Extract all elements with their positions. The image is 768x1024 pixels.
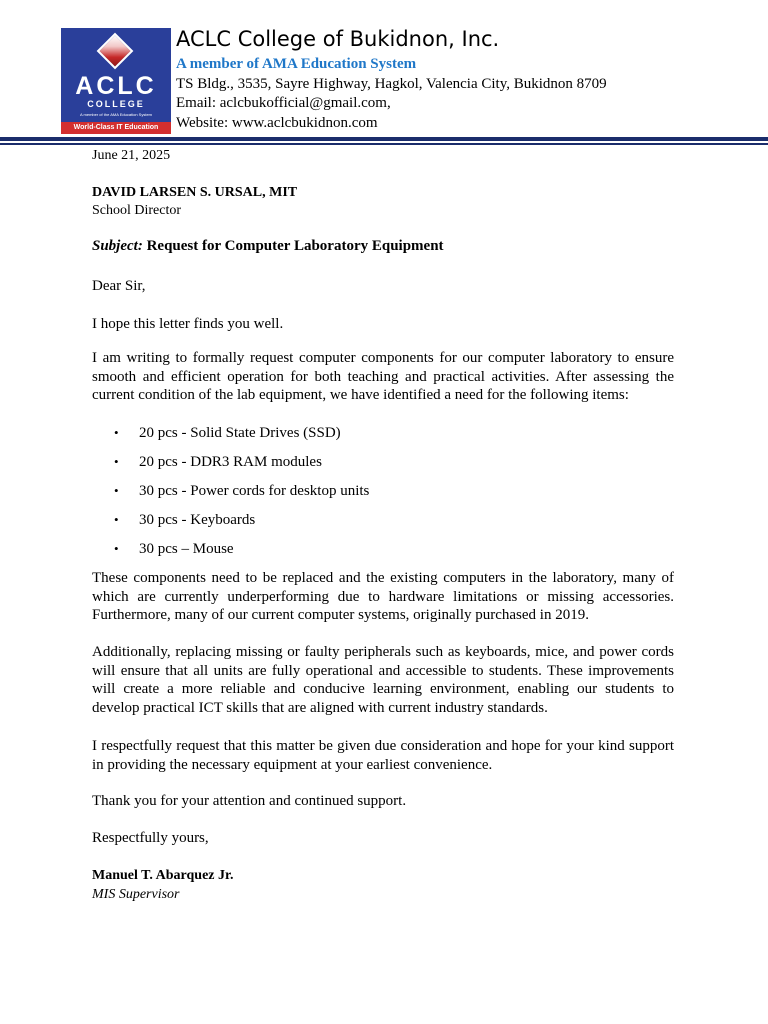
aclc-college-logo	[61, 28, 171, 134]
org-member-of: A member of AMA Education System	[176, 56, 417, 72]
logo-brand-text: ACLC	[75, 72, 157, 100]
list-item-text: 20 pcs - Solid State Drives (SSD)	[139, 425, 341, 441]
logo-member-text: A member of the AMA Education System	[79, 112, 153, 117]
salutation: Dear Sir,	[92, 278, 146, 294]
bullet-icon: •	[114, 483, 119, 498]
signer-title: MIS Supervisor	[92, 887, 180, 902]
bullet-icon: •	[114, 541, 119, 556]
subject-label: Subject:	[92, 238, 143, 254]
recipient-title: School Director	[92, 203, 182, 218]
body-paragraph-4: I respectfully request that this matter be given due consideration and hope for your kind support in providing the necessary equipment at your earliest convenience.	[92, 738, 674, 773]
body-paragraph-2: These components need to be replaced and the existing computers in the laboratory, many of which are currently underperforming due to hardware limitations or missing accessories. Furthermore, many of our current computer systems, originally purchased in 2019.	[92, 570, 674, 623]
list-item	[92, 424, 674, 453]
letterhead-divider-thin	[0, 143, 768, 145]
closing-line: Respectfully yours,	[92, 830, 209, 846]
list-item	[92, 453, 674, 482]
thanks-line: Thank you for your attention and continued support.	[92, 793, 407, 809]
bullet-icon: •	[114, 454, 119, 469]
diamond-emblem-icon	[97, 33, 134, 70]
subject-line	[92, 237, 674, 256]
list-item	[92, 482, 674, 511]
list-item-text: 30 pcs - Keyboards	[139, 512, 256, 528]
org-name: ACLC College of Bukidnon, Inc.	[176, 27, 500, 51]
org-address: TS Bldg., 3535, Sayre Highway, Hagkol, Valencia City, Bukidnon 8709	[176, 76, 607, 92]
opening-line: I hope this letter finds you well.	[92, 316, 284, 332]
requested-items-list	[92, 424, 674, 569]
bullet-icon: •	[114, 425, 119, 440]
subject-text: Request for Computer Laboratory Equipment	[146, 238, 444, 254]
list-item-text: 30 pcs - Power cords for desktop units	[139, 483, 370, 499]
list-item-text: 20 pcs - DDR3 RAM modules	[139, 454, 322, 470]
letter-date: June 21, 2025	[92, 148, 171, 163]
bullet-icon: •	[114, 512, 119, 527]
list-item-text: 30 pcs – Mouse	[139, 541, 234, 557]
signer-name: Manuel T. Abarquez Jr.	[92, 868, 234, 883]
body-paragraph-1: I am writing to formally request computer components for our computer laboratory to ensure smooth and efficient operation for both teaching and practical activities. After assessing the current condition of the lab equipment, we have identified a need for the following items:	[92, 350, 674, 403]
letterhead-divider-thick	[0, 137, 768, 141]
list-item	[92, 540, 674, 569]
logo-college-text: COLLEGE	[87, 99, 145, 109]
list-item	[92, 511, 674, 540]
recipient-name: DAVID LARSEN S. URSAL, MIT	[92, 185, 298, 200]
logo-tagline-band: World-Class IT Education	[61, 122, 171, 134]
body-paragraph-3: Additionally, replacing missing or faulty peripherals such as keyboards, mice, and power cords will ensure that all units are fully operational and accessible to students. These improvements will create a more reliable and conducive learning environment, enabling our students to develop practical ICT skills that are aligned with current industry standards.	[92, 644, 674, 716]
org-website: Website: www.aclcbukidnon.com	[176, 115, 378, 131]
org-email: Email: aclcbukofficial@gmail.com,	[176, 95, 391, 111]
